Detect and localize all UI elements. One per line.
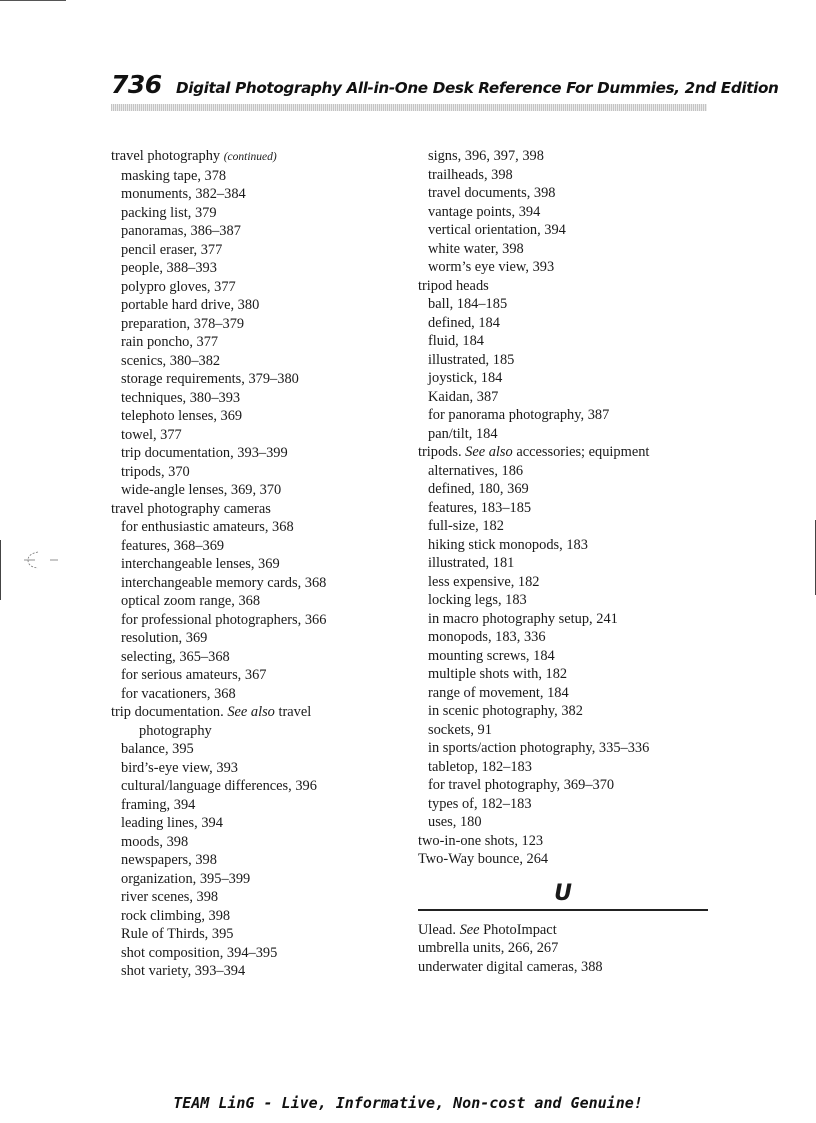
- index-subentry: [111, 777, 401, 796]
- index-subentry: [418, 795, 708, 814]
- entry-text: monuments, 382–384: [121, 186, 246, 202]
- index-subentry: [111, 315, 401, 334]
- index-subentry: [111, 444, 401, 463]
- cross-reference-label: See also: [465, 444, 513, 460]
- registration-mark-icon: [22, 548, 62, 572]
- entry-text: for professional photographers, 366: [121, 611, 327, 628]
- entry-text: in scenic photography, 382: [428, 703, 583, 719]
- index-subentry: [111, 888, 401, 907]
- entry-text: for travel photography, 369–370: [428, 777, 615, 793]
- entry-text: hiking stick monopods, 183: [428, 536, 588, 553]
- index-subentry: [111, 167, 401, 186]
- index-subentry: [418, 369, 708, 388]
- index-subentry: [418, 665, 708, 684]
- entry-text: umbrella units, 266, 267: [418, 940, 559, 956]
- index-subentry: [111, 481, 401, 500]
- index-subentry: [111, 537, 401, 556]
- continued-note: (continued): [223, 151, 277, 163]
- index-main-entry: [111, 147, 401, 167]
- index-main-entry: [111, 703, 401, 722]
- cross-reference-target: travel: [274, 704, 312, 720]
- entry-text: pencil eraser, 377: [121, 241, 223, 258]
- index-subentry: [418, 610, 708, 629]
- page-number: 736: [111, 70, 162, 99]
- entry-text: interchangeable lenses, 369: [121, 556, 280, 572]
- footer-tagline: TEAM LinG - Live, Informative, Non-cost and Genuine!: [173, 1094, 643, 1112]
- entry-text: bird’s-eye view, 393: [121, 759, 238, 776]
- entry-text: features, 183–185: [428, 499, 532, 516]
- entry-text: for enthusiastic amateurs, 368: [121, 519, 294, 535]
- index-subentry: [111, 518, 401, 537]
- entry-text: vantage points, 394: [428, 203, 541, 220]
- index-subentry: [111, 870, 401, 889]
- index-subentry: [418, 684, 708, 703]
- index-subentry: [418, 813, 708, 832]
- entry-text: full-size, 182: [428, 518, 504, 534]
- index-subentry: [111, 185, 401, 204]
- entry-text: polypro gloves, 377: [121, 278, 236, 295]
- index-subentry: [111, 666, 401, 685]
- entry-text: storage requirements, 379–380: [121, 371, 299, 387]
- index-subentry: [418, 480, 708, 499]
- index-subentry: [111, 629, 401, 648]
- index-main-entry: [418, 277, 708, 296]
- index-subentry: [111, 555, 401, 574]
- index-subentry: [111, 333, 401, 352]
- entry-text: Two-Way bounce, 264: [418, 851, 549, 867]
- index-subentry: [418, 517, 708, 536]
- entry-text: rain poncho, 377: [121, 334, 219, 350]
- index-subentry: [111, 611, 401, 630]
- index-subentry: [111, 296, 401, 315]
- index-entry-continuation: [111, 722, 401, 741]
- entry-text: ball, 184–185: [428, 296, 508, 312]
- index-subentry: [418, 647, 708, 666]
- index-subentry: [111, 648, 401, 667]
- entry-text: people, 388–393: [121, 260, 217, 276]
- entry-text: underwater digital cameras, 388: [418, 958, 603, 975]
- index-subentry: [418, 314, 708, 333]
- index-subentry: [418, 628, 708, 647]
- entry-text: resolution, 369: [121, 630, 208, 646]
- entry-text: pan/tilt, 184: [428, 425, 498, 442]
- index-subentry: [111, 222, 401, 241]
- entry-text: illustrated, 181: [428, 555, 515, 571]
- corner-crop-line: [0, 0, 66, 1]
- entry-text: river scenes, 398: [121, 889, 219, 905]
- index-subentry: [418, 203, 708, 222]
- index-column-left: [111, 147, 401, 981]
- entry-text: sockets, 91: [428, 721, 492, 738]
- entry-text: for vacationers, 368: [121, 685, 236, 702]
- index-subentry: [418, 425, 708, 444]
- index-subentry: [418, 147, 708, 166]
- entry-text: trip documentation, 393–399: [121, 445, 288, 461]
- entry-text: techniques, 380–393: [121, 389, 241, 406]
- entry-text: Rule of Thirds, 395: [121, 926, 234, 942]
- index-subentry: [418, 702, 708, 721]
- index-subentry: [418, 221, 708, 240]
- index-subentry: [111, 962, 401, 981]
- entry-text: moods, 398: [121, 833, 189, 850]
- index-subentry: [111, 278, 401, 297]
- entry-text: wide-angle lenses, 369, 370: [121, 482, 282, 498]
- entry-text: travel photography: [111, 148, 224, 164]
- cross-reference-label: See: [459, 921, 480, 938]
- page-header: [111, 70, 779, 104]
- entry-text: selecting, 365–368: [121, 648, 230, 665]
- cross-reference-target: accessories; equipment: [512, 444, 650, 460]
- entry-text: travel documents, 398: [428, 185, 556, 201]
- entry-text: in macro photography setup, 241: [428, 610, 618, 627]
- index-subentry: [418, 258, 708, 277]
- entry-text: scenics, 380–382: [121, 352, 221, 369]
- index-subentry: [418, 184, 708, 203]
- index-main-entry: [418, 921, 708, 940]
- section-rule: [418, 909, 708, 911]
- entry-text: framing, 394: [121, 796, 196, 813]
- entry-text: towel, 377: [121, 426, 182, 443]
- entry-text: locking legs, 183: [428, 592, 527, 608]
- index-subentry: [111, 370, 401, 389]
- entry-text: alternatives, 186: [428, 462, 524, 479]
- index-subentry: [418, 406, 708, 425]
- entry-text: monopods, 183, 336: [428, 629, 546, 645]
- index-main-entry: [418, 958, 708, 977]
- index-subentry: [111, 389, 401, 408]
- cross-reference-target: PhotoImpact: [479, 921, 557, 938]
- entry-text: cultural/language differences, 396: [121, 778, 317, 794]
- entry-text: shot composition, 394–395: [121, 944, 278, 961]
- index-subentry: [418, 739, 708, 758]
- entry-text: trip documentation.: [111, 704, 228, 720]
- entry-text: fluid, 184: [428, 333, 484, 349]
- entry-text: two-in-one shots, 123: [418, 832, 544, 849]
- index-subentry: [111, 814, 401, 833]
- entry-text: uses, 180: [428, 814, 482, 830]
- index-main-entry: [111, 500, 401, 519]
- index-main-entry: [418, 939, 708, 958]
- entry-text: portable hard drive, 380: [121, 297, 260, 313]
- index-subentry: [418, 573, 708, 592]
- index-subentry: [418, 332, 708, 351]
- index-subentry: [111, 685, 401, 704]
- entry-text: newspapers, 398: [121, 852, 217, 868]
- index-subentry: [418, 166, 708, 185]
- entry-text: less expensive, 182: [428, 573, 540, 590]
- index-subentry: [111, 833, 401, 852]
- entry-text: white water, 398: [428, 240, 524, 257]
- index-subentry: [418, 388, 708, 407]
- index-main-entry: [418, 850, 708, 869]
- entry-text: tripods, 370: [121, 463, 190, 480]
- entry-text: preparation, 378–379: [121, 315, 245, 332]
- entry-text: photography: [139, 722, 212, 739]
- index-subentry: [111, 592, 401, 611]
- entry-text: vertical orientation, 394: [428, 222, 566, 238]
- entry-text: masking tape, 378: [121, 167, 227, 184]
- entry-text: worm’s eye view, 393: [428, 259, 555, 275]
- entry-text: defined, 184: [428, 314, 500, 331]
- entry-text: shot variety, 393–394: [121, 963, 246, 979]
- entry-text: balance, 395: [121, 741, 194, 757]
- index-subentry: [418, 295, 708, 314]
- entry-text: telephoto lenses, 369: [121, 408, 243, 424]
- index-main-entry: [418, 443, 708, 462]
- entry-text: for serious amateurs, 367: [121, 667, 267, 683]
- index-subentry: [111, 352, 401, 371]
- entry-text: types of, 182–183: [428, 795, 532, 812]
- entry-text: defined, 180, 369: [428, 481, 529, 497]
- entry-text: in sports/action photography, 335–336: [428, 740, 650, 756]
- index-subentry: [418, 721, 708, 740]
- entry-text: tabletop, 182–183: [428, 758, 532, 775]
- entry-text: Ulead.: [418, 921, 460, 938]
- entry-text: Kaidan, 387: [428, 388, 499, 405]
- index-subentry: [111, 759, 401, 778]
- entry-text: rock climbing, 398: [121, 907, 231, 924]
- entry-text: for panorama photography, 387: [428, 407, 610, 423]
- running-head-title: Digital Photography All-in-One Desk Reference For Dummies, 2nd Edition: [176, 79, 779, 97]
- entry-text: panoramas, 386–387: [121, 223, 241, 239]
- index-subentry: [111, 796, 401, 815]
- index-main-entry: [418, 832, 708, 851]
- index-subentry: [111, 944, 401, 963]
- entry-text: tripod heads: [418, 277, 489, 294]
- entry-text: range of movement, 184: [428, 684, 569, 701]
- index-subentry: [418, 554, 708, 573]
- index-subentry: [111, 241, 401, 260]
- header-rule: [111, 104, 707, 111]
- index-subentry: [111, 407, 401, 426]
- section-letter-heading: U: [554, 880, 572, 906]
- index-subentry: [418, 240, 708, 259]
- index-subentry: [111, 463, 401, 482]
- index-subentry: [111, 925, 401, 944]
- index-subentry: [111, 259, 401, 278]
- index-subentry: [111, 204, 401, 223]
- entry-text: multiple shots with, 182: [428, 666, 568, 682]
- index-subentry: [418, 776, 708, 795]
- index-subentry: [111, 907, 401, 926]
- entry-text: tripods.: [418, 444, 466, 460]
- left-crop-mark: [0, 540, 1, 600]
- entry-text: signs, 396, 397, 398: [428, 148, 544, 164]
- cross-reference-label: See also: [227, 704, 275, 720]
- entry-text: trailheads, 398: [428, 166, 513, 183]
- index-subentry: [418, 758, 708, 777]
- index-subentry: [111, 851, 401, 870]
- entry-text: joystick, 184: [428, 370, 503, 386]
- entry-text: mounting screws, 184: [428, 647, 555, 664]
- index-subentry: [418, 591, 708, 610]
- entry-text: interchangeable memory cards, 368: [121, 574, 327, 591]
- index-subentry: [111, 740, 401, 759]
- index-column-right: [418, 147, 708, 976]
- index-subentry: [418, 536, 708, 555]
- index-subentry: [418, 351, 708, 370]
- entry-text: packing list, 379: [121, 204, 217, 221]
- entry-text: organization, 395–399: [121, 870, 251, 887]
- index-subentry: [418, 499, 708, 518]
- entry-text: travel photography cameras: [111, 500, 271, 517]
- index-subentry: [111, 426, 401, 445]
- entry-text: optical zoom range, 368: [121, 593, 261, 609]
- entry-text: leading lines, 394: [121, 815, 223, 831]
- index-subentry: [418, 462, 708, 481]
- entry-text: illustrated, 185: [428, 351, 515, 368]
- index-subentry: [111, 574, 401, 593]
- entry-text: features, 368–369: [121, 537, 225, 554]
